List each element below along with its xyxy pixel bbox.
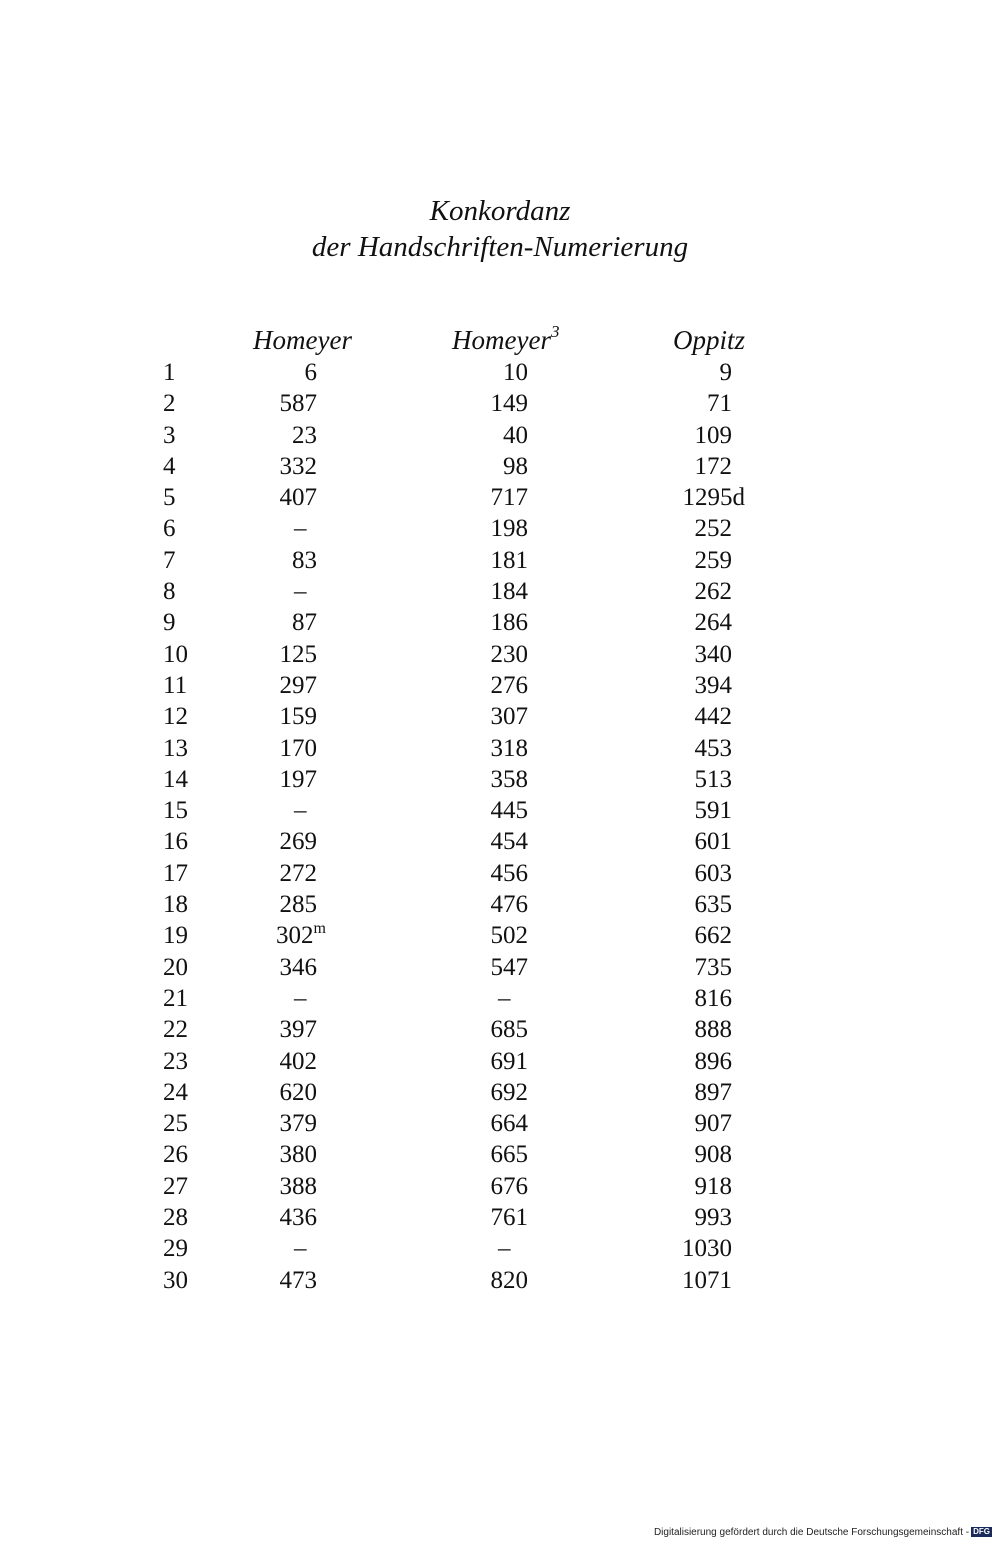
column-header-homeyer3-label: Homeyer [452,325,551,355]
row-number: 10 [163,640,188,668]
cell-oppitz: 394 [694,671,732,699]
row-number: 28 [163,1204,188,1232]
row-number: 26 [163,1141,188,1169]
cell-oppitz: 601 [694,828,732,856]
cell-homeyer3: 761 [490,1204,528,1232]
cell-homeyer: 379 [279,1110,317,1138]
cell-homeyer3: 547 [490,953,528,981]
cell-oppitz: 888 [694,1016,732,1044]
cell-oppitz: 591 [694,797,732,825]
cell-homeyer: 159 [279,703,317,731]
concordance-table [0,357,1000,1296]
cell-homeyer3: 318 [490,734,528,762]
row-number: 29 [163,1235,188,1263]
cell-oppitz: 513 [694,765,732,793]
row-number: 15 [163,797,188,825]
table-row [0,826,1000,857]
cell-homeyer3: 692 [490,1078,528,1106]
cell-homeyer: 436 [279,1204,317,1232]
table-row [0,733,1000,764]
cell-oppitz: 816 [694,984,732,1012]
cell-homeyer3: 476 [490,891,528,919]
cell-homeyer: 620 [279,1078,317,1106]
cell-homeyer: – [294,797,307,825]
cell-homeyer: – [294,578,307,606]
table-row [0,576,1000,607]
cell-oppitz: 1071 [682,1266,732,1294]
row-number: 25 [163,1110,188,1138]
cell-homeyer3: 40 [503,421,528,449]
cell-homeyer: 87 [292,609,317,637]
row-number: 21 [163,984,188,1012]
row-number: 20 [163,953,188,981]
cell-oppitz: 897 [694,1078,732,1106]
column-header-homeyer3 [452,323,559,357]
table-row [0,920,1000,951]
row-number: 27 [163,1172,188,1200]
cell-homeyer3: – [498,984,511,1012]
cell-homeyer: 285 [279,891,317,919]
cell-homeyer3: 98 [503,452,528,480]
cell-homeyer: 473 [279,1266,317,1294]
cell-homeyer3: 502 [490,922,528,950]
table-row [0,482,1000,513]
column-header-oppitz: Oppitz [673,325,746,355]
cell-homeyer3: 181 [490,546,528,574]
row-number: 11 [163,671,188,699]
row-number: 18 [163,891,188,919]
row-number: 2 [163,390,176,418]
cell-homeyer3: 307 [490,703,528,731]
cell-homeyer: 297 [279,671,317,699]
cell-homeyer3: 820 [490,1266,528,1294]
table-row [0,1202,1000,1233]
cell-oppitz: 252 [694,515,732,543]
cell-oppitz: 264 [694,609,732,637]
cell-homeyer3: 276 [490,671,528,699]
cell-oppitz: 172 [694,452,732,480]
cell-homeyer-value: 302 [276,922,314,950]
table-row [0,795,1000,826]
cell-oppitz: 9 [719,359,732,386]
cell-homeyer3: 685 [490,1016,528,1044]
table-row [0,1171,1000,1202]
cell-homeyer3: – [498,1235,511,1263]
cell-homeyer: 6 [304,359,317,386]
cell-homeyer: – [294,984,307,1012]
cell-oppitz: 1295d [682,484,745,512]
cell-oppitz: 259 [694,546,732,574]
cell-oppitz: 896 [694,1047,732,1075]
row-number: 8 [163,578,176,606]
table-row [0,1108,1000,1139]
cell-homeyer3: 198 [490,515,528,543]
cell-oppitz: 442 [694,703,732,731]
row-number: 9 [163,609,176,637]
page-title-line-2: der Handschriften-Numerierung [311,231,689,263]
cell-homeyer: 388 [279,1172,317,1200]
table-row [0,388,1000,419]
row-number: 4 [163,452,176,480]
cell-oppitz: 662 [694,922,732,950]
cell-homeyer: 380 [279,1141,317,1169]
table-row [0,607,1000,638]
table-row [0,513,1000,544]
cell-homeyer3: 10 [503,359,528,386]
table-row [0,889,1000,920]
cell-homeyer: 23 [292,421,317,449]
cell-oppitz: 907 [694,1110,732,1138]
row-number: 19 [163,922,188,950]
cell-homeyer3: 454 [490,828,528,856]
table-row [0,858,1000,889]
cell-homeyer3: 149 [490,390,528,418]
row-number: 12 [163,703,188,731]
table-row [0,420,1000,451]
cell-homeyer: – [294,1235,307,1263]
row-number: 30 [163,1266,188,1294]
table-row [0,701,1000,732]
cell-homeyer: 407 [279,484,317,512]
cell-homeyer3: 358 [490,765,528,793]
column-header-homeyer3-superscript: 3 [550,322,560,341]
cell-homeyer: 269 [279,828,317,856]
cell-oppitz: 908 [694,1141,732,1169]
cell-oppitz: 109 [694,421,732,449]
cell-oppitz: 1030 [682,1235,732,1263]
table-row [0,1046,1000,1077]
cell-homeyer3: 664 [490,1110,528,1138]
row-number: 5 [163,484,176,512]
cell-oppitz: 918 [694,1172,732,1200]
row-number: 3 [163,421,176,449]
cell-homeyer3: 717 [490,484,528,512]
cell-homeyer3: 691 [490,1047,528,1075]
cell-homeyer3: 230 [490,640,528,668]
table-row [0,1233,1000,1264]
table-row [0,357,1000,388]
page-title-line-1: Konkordanz [429,195,571,227]
cell-homeyer: 83 [292,546,317,574]
row-number: 6 [163,515,176,543]
cell-oppitz: 735 [694,953,732,981]
cell-homeyer3: 456 [490,859,528,887]
cell-oppitz: 262 [694,578,732,606]
row-number: 1 [163,359,176,386]
row-number: 13 [163,734,188,762]
cell-homeyer: 197 [279,765,317,793]
cell-homeyer: 272 [279,859,317,887]
cell-homeyer: 332 [279,452,317,480]
table-row [0,1014,1000,1045]
dfg-logo: DFG [973,1527,990,1537]
cell-homeyer3: 186 [490,609,528,637]
footer-credit-text: Digitalisierung gefördert durch die Deutsche Forschungsgemeinschaft - [653,1527,970,1538]
cell-homeyer [200,920,326,951]
footer-credit [654,1527,992,1539]
column-header-homeyer: Homeyer [253,325,352,355]
row-number: 17 [163,859,188,887]
cell-homeyer3: 445 [490,797,528,825]
row-number: 24 [163,1078,188,1106]
cell-oppitz: 340 [694,640,732,668]
table-row [0,451,1000,482]
table-row [0,639,1000,670]
cell-oppitz: 453 [694,734,732,762]
cell-oppitz: 993 [694,1204,732,1232]
cell-homeyer: 170 [279,734,317,762]
row-number: 23 [163,1047,188,1075]
cell-homeyer3: 184 [490,578,528,606]
table-row [0,1265,1000,1296]
cell-oppitz: 603 [694,859,732,887]
cell-homeyer: 397 [279,1016,317,1044]
table-row [0,1139,1000,1170]
cell-oppitz: 71 [707,390,732,418]
cell-homeyer: 587 [279,390,317,418]
cell-homeyer3: 665 [490,1141,528,1169]
row-number: 16 [163,828,188,856]
row-number: 7 [163,546,176,574]
cell-homeyer: 125 [279,640,317,668]
table-row [0,983,1000,1014]
table-row [0,764,1000,795]
table-row [0,670,1000,701]
table-row [0,952,1000,983]
cell-homeyer-superscript: m [313,920,326,938]
cell-homeyer3: 676 [490,1172,528,1200]
row-number: 22 [163,1016,188,1044]
cell-oppitz: 635 [694,891,732,919]
cell-homeyer: – [294,515,307,543]
cell-homeyer: 402 [279,1047,317,1075]
cell-homeyer: 346 [279,953,317,981]
table-row [0,545,1000,576]
table-row [0,1077,1000,1108]
row-number: 14 [163,765,188,793]
